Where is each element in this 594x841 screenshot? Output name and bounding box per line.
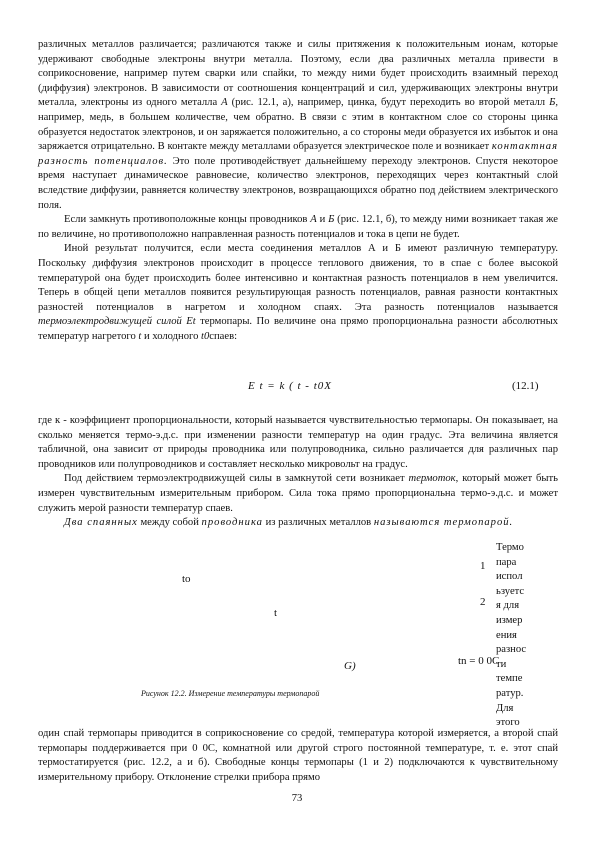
narrow-line: этого <box>496 717 520 729</box>
term-contact-potential: контактная разность потенциалов. <box>38 141 558 167</box>
text-run: между собой <box>137 517 202 529</box>
narrow-column-text <box>496 541 540 731</box>
paragraph-1 <box>38 38 558 213</box>
text-run: спаев: <box>209 330 238 342</box>
narrow-line: пара <box>496 556 517 568</box>
text-run-italic: Et <box>186 316 196 328</box>
narrow-line: ти <box>496 658 507 670</box>
body-text-top <box>38 38 558 344</box>
term-thermo-emf: термоэлектродвижущей силой <box>38 316 182 328</box>
text-run: Это поле противодействует дальнейшему переходу электронов. Спустя некоторое время наступает динамическое равновесие, количество электронов, переходящих через контактный слой вследствие диффузии, равняется количеству электронов, возвращающихся обратно под действием электрического поля. <box>38 155 558 211</box>
text-run: термопары. По величине она прямо пропорциональна разности абсолютных температур нагретого <box>38 316 558 342</box>
figure-label-t0: to <box>182 573 191 585</box>
figure-12-2 <box>38 556 558 716</box>
text-run: различных металлов различается; различаются также и силы притяжения к положительным ионам, которые удерживают свободные электроны внутри металла. Поэтому, если два различных металла привести в соприкосновение, например путем сварки или спайки, то между ними будет происходить взаимный переход (диффузия) электронов. В зависимости от соотношения концентраций и сил, удерживающих электроны внутри металла, электроны из одного металла <box>38 39 558 109</box>
text-run: Иной результат получится, если места соединения металлов А и Б имеют различную температуру. Поскольку диффузия электронов происходит в процессе теплового движения, то в спае с более высокой температурой она будет происходить более интенсивно и контактная разность потенциалов в нем увеличится. Теперь в общей цепи металлов появится результирующая разность потенциалов, равная разности контактных разностей потенциалов в нагретом и холодном спаях. Эта разность потенциалов называется <box>38 243 558 313</box>
narrow-line: темпе <box>496 673 523 685</box>
text-run-italic: Б, <box>549 97 558 109</box>
text-run: из различных металлов <box>262 517 374 529</box>
figure-caption: Рисунок 12.2. Измерение температуры термопарой <box>141 689 320 698</box>
text-run-italic: Б <box>328 214 335 226</box>
text-run-italic: проводника <box>201 517 263 529</box>
text-run: Под действием термоэлектродвижущей силы в замкнутой сети возникает <box>64 473 409 485</box>
text-run-italic: t <box>138 330 142 342</box>
narrow-line: Термо <box>496 542 524 553</box>
paragraph-7: один спай термопары приводится в соприкосновение со средой, температура которой измеряется, а второй спай термопары поддерживается при 0 0С, комнатной или другой строго постоянной температуре, т. е. этот спай термостатируется (рис. 12.2, а и б). Свободные концы термопары (1 и 2) подключаются к чувствительному измерительному прибору. Отклонение стрелки прибора прямо <box>38 728 558 783</box>
figure-label-galvanometer: G) <box>344 660 356 672</box>
narrow-line: разнос <box>496 644 527 656</box>
figure-label-t: t <box>274 607 278 619</box>
paragraph-2 <box>38 213 558 242</box>
paragraph-5 <box>38 472 558 516</box>
figure-label-2: 2 <box>480 596 486 608</box>
term-thermocurrent: термоток <box>408 473 456 485</box>
page-number: 73 <box>291 793 303 804</box>
narrow-line: ения <box>496 629 517 641</box>
text-run-italic: А <box>310 214 317 226</box>
paragraph-3 <box>38 242 558 344</box>
figure-label-1: 1 <box>480 560 486 572</box>
text-run: например, медь, в большем количестве, чем обратно. В связи с этим в контактном слое со стороны цинка образуется недостаток электронов, и он заряжается положительно, а со стороны меди образуется их избыток и она заряжается отрицательно. В контакте между металлами образуется электрическое поле и возникает <box>38 111 558 153</box>
text-run: и <box>316 214 329 226</box>
formula-12-1 <box>0 380 594 400</box>
narrow-line: измер <box>496 614 523 626</box>
figure-label-tn: tn = 0 0C <box>458 655 500 667</box>
text-run: (рис. 12.1, б), то между ними возникает такая же по величине, но противоположно направленная разность потенциалов и тока в цепи не будет. <box>38 214 558 240</box>
text-run: (рис. 12.1, а), например, цинка, будут переходить во второй металл <box>227 97 550 109</box>
paragraph-6 <box>38 516 558 531</box>
narrow-line: ратур. <box>496 687 524 699</box>
body-text-middle <box>38 414 558 531</box>
term-thermocouple: называются термопарой. <box>373 517 514 529</box>
text-run: , который может быть измерен чувствительным измерительным прибором. Сила тока прямо пропорциональна термо-э.д.с. и может служить мерой разности температур спаев. <box>38 473 558 514</box>
narrow-line: Для <box>496 702 514 714</box>
text-run-italic: А <box>221 97 228 109</box>
formula-expression: E t = k ( t - t0X <box>248 380 332 392</box>
text-run-italic: Два спаянных <box>64 517 138 529</box>
text-run: и холодного <box>141 330 202 342</box>
narrow-line: испол <box>496 571 523 583</box>
body-text-bottom <box>38 727 558 785</box>
paragraph-4: где к - коэффициент пропорциональности, который называется чувствительностью термопары. Он показывает, на сколько меняется термо-э.д.с. при изменении разности температур на один градус. Эта величина является табличной, она зависит от природы проводника или полупроводника, сильно различается для различных пар проводников или полупроводников и составляет несколько микровольт на градус. <box>38 415 558 470</box>
narrow-line: я для <box>496 600 520 612</box>
narrow-line: ьзуетс <box>496 585 525 597</box>
text-run-italic: t0 <box>201 330 210 342</box>
formula-number: (12.1) <box>512 380 539 392</box>
text-run: Если замкнуть противоположные концы проводников <box>64 214 311 226</box>
